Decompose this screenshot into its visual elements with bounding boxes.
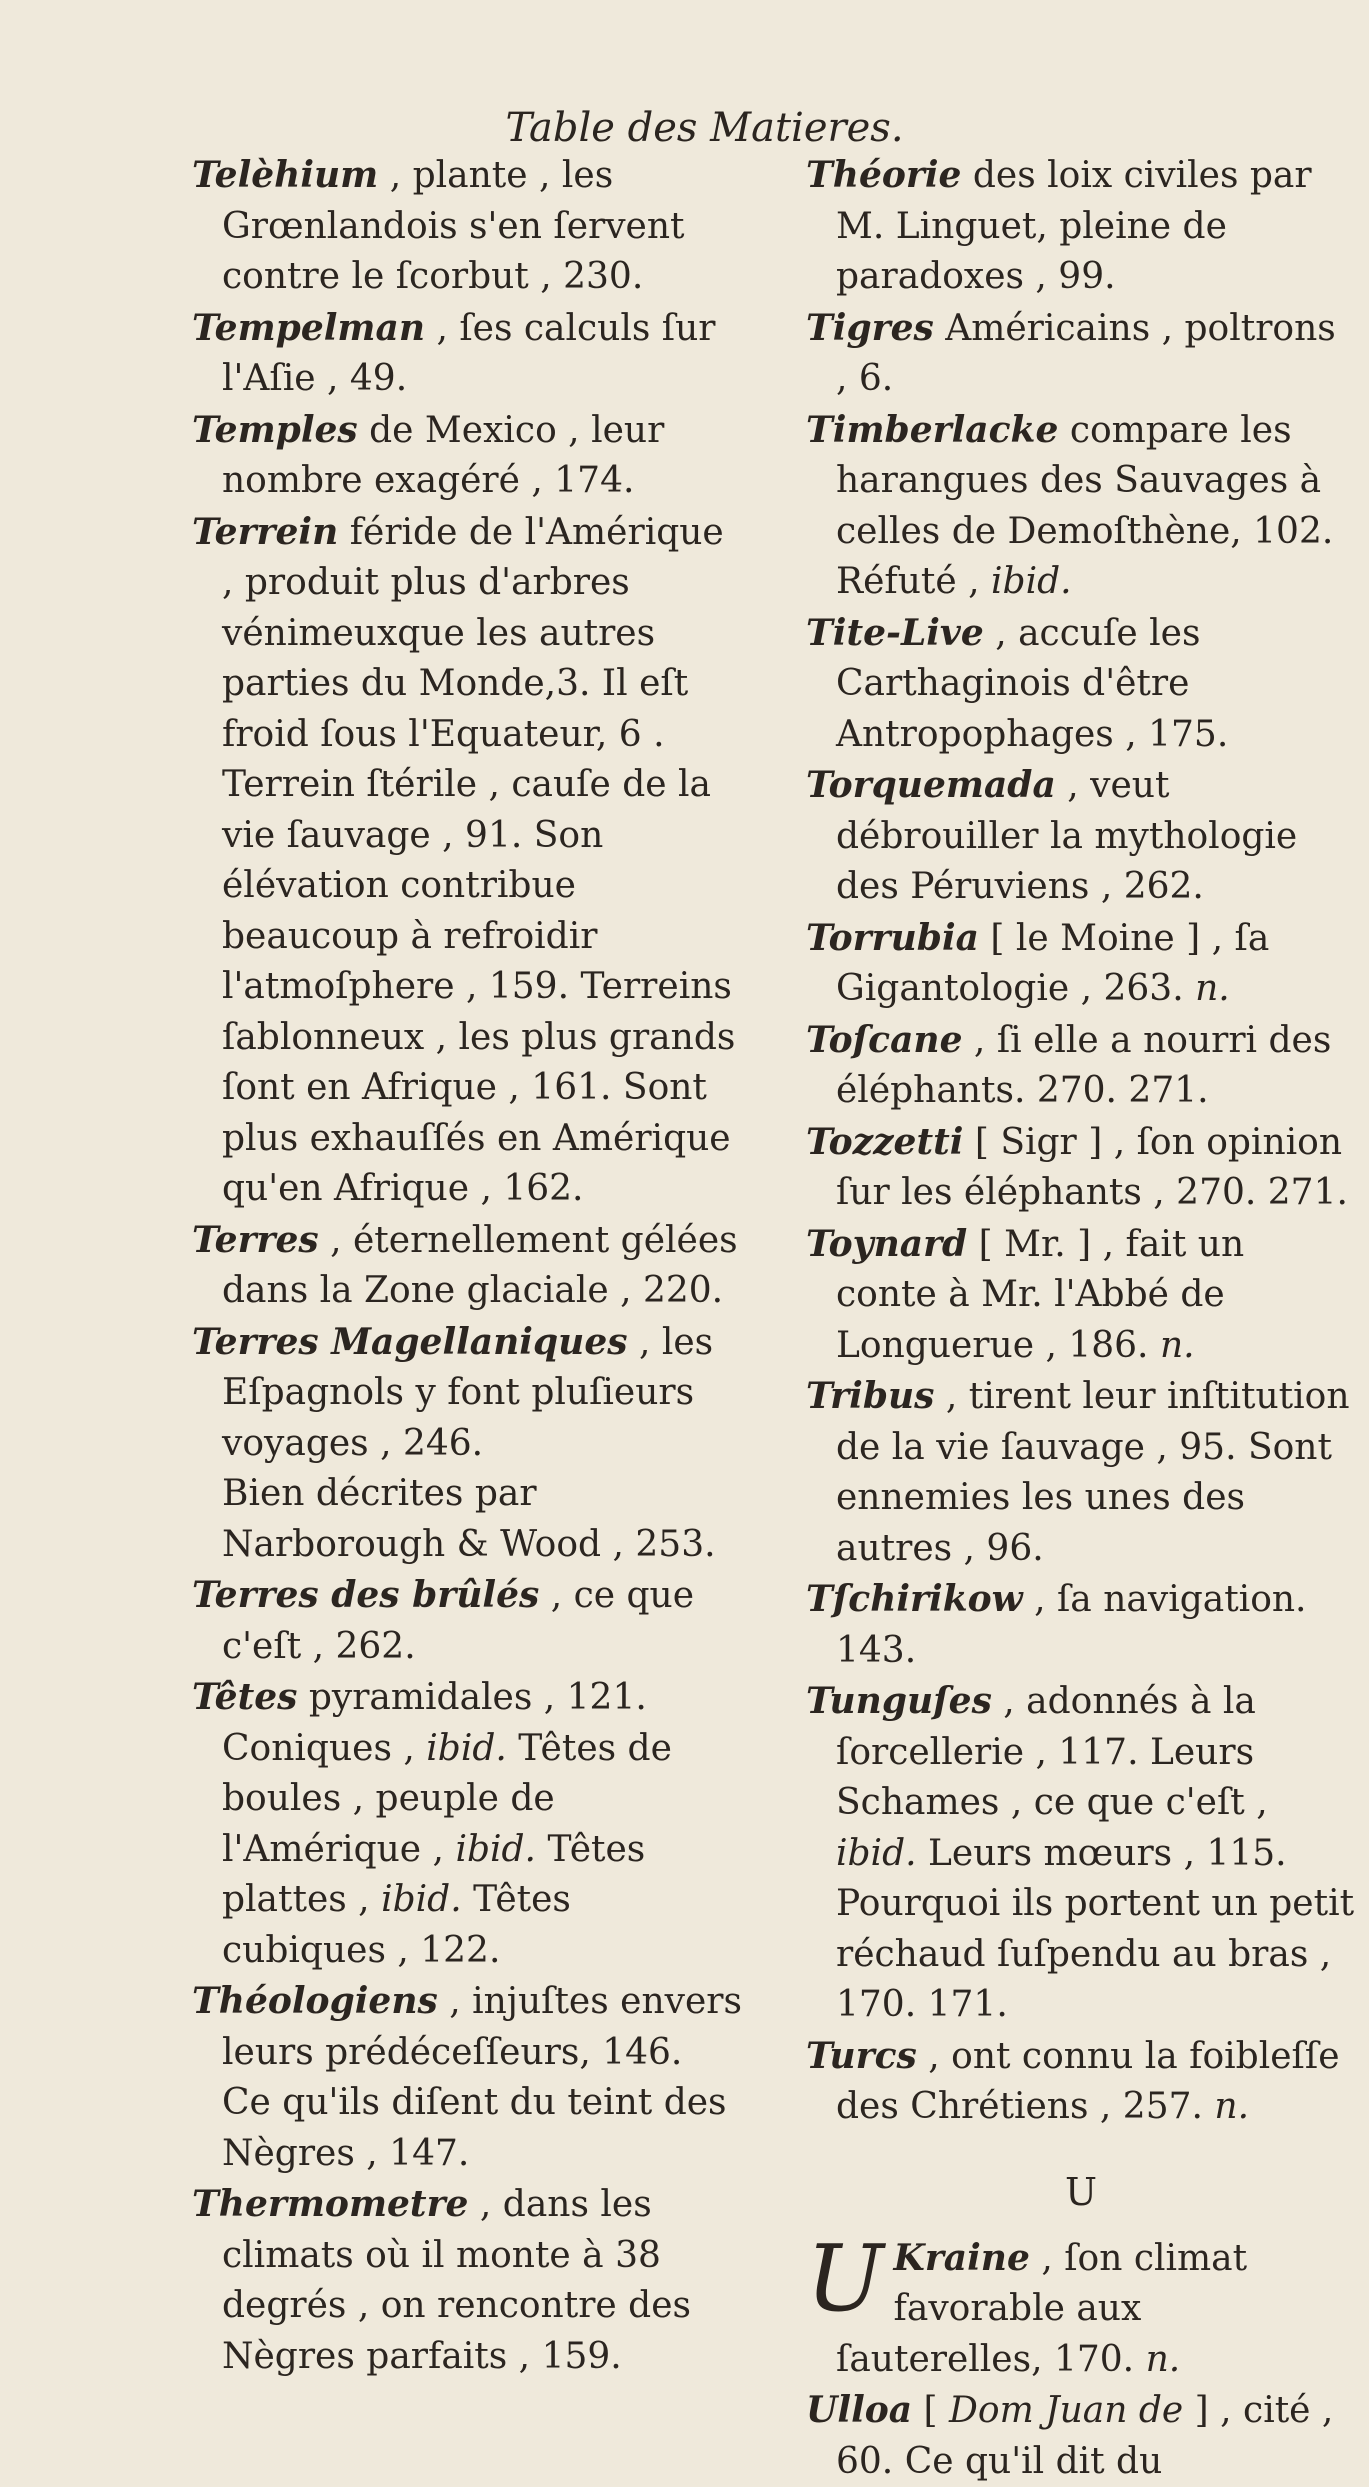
- ibid-reference: ibid.: [426, 1727, 507, 1769]
- note-marker: n.: [1145, 2338, 1181, 2380]
- entry-text: , tirent leur inſtitution de la vie ſauvage , 95. Sont ennemies les unes des autres , 96.: [836, 1376, 1350, 1569]
- index-entry: [806, 1574, 1356, 1676]
- index-entry: [806, 1676, 1356, 2031]
- entry-headword: Temples: [192, 408, 358, 451]
- entry-text: de Mexico , leur nombre exagéré , 174.: [222, 409, 665, 501]
- index-entry: [192, 507, 742, 1215]
- entry-text: , ſes calculs ſur l'Aſie , 49.: [222, 307, 716, 399]
- index-entry: [806, 2031, 1356, 2133]
- section-letter-heading: U: [1064, 2169, 1098, 2214]
- entry-headword: Turcs: [806, 2034, 917, 2077]
- index-entry: [806, 405, 1356, 608]
- index-entry: [806, 913, 1356, 1015]
- drop-cap-letter: U: [806, 2224, 884, 2332]
- entry-text: [ Mr. ] , fait un conte à Mr. l'Abbé de Longuerue , 186.: [836, 1223, 1245, 1366]
- right-column: [806, 150, 1356, 2487]
- index-entry: [806, 1219, 1356, 1372]
- entry-text: , ſi elle a nourri des éléphants. 270. 271.: [836, 1019, 1332, 1111]
- entry-text: , ſon climat favorable aux ſauterelles, 170.: [836, 2237, 1248, 2380]
- entry-text: compare les harangues des Sauvages à celles de Demoſthène, 102. Réfuté ,: [836, 409, 1334, 602]
- entry-headword: Tite-Live: [806, 611, 984, 654]
- entry-text: , ce que c'eſt , 262.: [222, 1575, 695, 1667]
- entry-headword: Toſcane: [806, 1018, 963, 1061]
- entry-headword: Tunguſes: [806, 1680, 992, 1722]
- entry-headword: Torrubia: [806, 916, 979, 959]
- index-entry: [806, 303, 1356, 405]
- entry-text: , ont connu la foibleſſe des Chrétiens , 257.: [836, 2035, 1340, 2127]
- entry-headword: Terres des brûlés: [192, 1574, 540, 1616]
- index-entry: [806, 760, 1356, 913]
- ibid-reference: ibid.: [991, 561, 1072, 602]
- index-entry: [806, 1371, 1356, 1574]
- entry-headword: Terrein: [192, 510, 339, 553]
- index-entry-continuation: Ce qu'ils diſent du teint des Nègres , 147.: [222, 2082, 727, 2174]
- entry-text: , adonnés à la ſorcellerie , 117. Leurs Schames , ce que c'eſt ,: [836, 1681, 1268, 1823]
- entry-text: Têtes cubiques , 122.: [222, 1879, 571, 1971]
- entry-text: ] , cité , 60. Ce qu'il dit du: [836, 2390, 1334, 2482]
- index-entry-continuation: Bien décrites par Narborough & Wood , 253.: [222, 1473, 716, 1565]
- running-header: Table des Matieres.: [505, 105, 904, 151]
- entry-headword: Tempelman: [192, 306, 425, 349]
- left-column: [192, 150, 742, 2382]
- entry-text: Têtes plattes ,: [222, 1828, 646, 1920]
- entry-headword: Torquemada: [806, 764, 1056, 806]
- index-entry: [192, 2179, 742, 2382]
- entry-headword: Terres: [192, 1218, 319, 1261]
- entry-text: , accuſe les Carthaginois d'être Antropophages , 175.: [836, 612, 1229, 755]
- entry-headword: Toynard: [806, 1222, 968, 1265]
- entry-text: des loix civiles par M. Linguet, pleine de paradoxes , 99.: [836, 155, 1312, 297]
- entry-text: [: [912, 2390, 950, 2431]
- entry-headword: Kraine: [893, 2236, 1030, 2279]
- index-entry: [192, 1672, 742, 1976]
- entry-text: Têtes de boules , peuple de l'Amérique ,: [222, 1727, 672, 1870]
- entry-headword: Têtes: [192, 1676, 298, 1718]
- entry-headword: Tigres: [806, 306, 934, 349]
- entry-headword: Tſchirikow: [806, 1578, 1023, 1620]
- entry-text: , ſa navigation. 143.: [836, 1579, 1307, 1671]
- entry-text: Leurs mœurs , 115. Pourquoi ils portent un petit réchaud ſuſpendu au bras , 170. 171.: [836, 1832, 1355, 2025]
- note-marker: n.: [1214, 2086, 1250, 2127]
- entry-text: , plante , les Grœnlandois s'en ſervent contre le ſcorbut , 230.: [222, 155, 685, 297]
- ibid-reference: ibid.: [381, 1879, 462, 1920]
- entry-text: , veut débrouiller la mythologie des Péruviens , 262.: [836, 765, 1298, 907]
- index-entry: [806, 2385, 1356, 2487]
- index-entry: [806, 2224, 1356, 2386]
- entry-headword: Terres Magellaniques: [192, 1320, 628, 1363]
- index-entry: [192, 1976, 742, 2078]
- entry-headword: Thermometre: [192, 2183, 469, 2225]
- entry-headword: Tozzetti: [806, 1120, 964, 1163]
- entry-headword: Théologiens: [192, 1980, 438, 2022]
- entry-headword: Tribus: [806, 1375, 935, 1417]
- entry-headword: Théorie: [806, 154, 962, 196]
- index-entry: [806, 1015, 1356, 1117]
- index-entry: [806, 150, 1356, 303]
- entry-headword: Timberlacke: [806, 408, 1059, 451]
- entry-text: , dans les climats où il monte à 38 degrés , on rencontre des Nègres parfaits , 159.: [222, 2184, 691, 2377]
- entry-text: , les Eſpagnols y font pluſieurs voyages , 246.: [222, 1321, 714, 1464]
- entry-text: , éternellement gélées dans la Zone glaciale , 220.: [222, 1219, 738, 1311]
- index-entry: [192, 1570, 742, 1672]
- entry-name: Dom Juan de: [949, 2390, 1184, 2431]
- entry-text: féride de l'Amérique , produit plus d'arbres vénimeuxque les autres parties du Monde,3. Il eſt froid ſous l'Equateur, 6 . Terrein ſtérile , cauſe de la vie ſauvage , 91. Son élévation contribue beaucoup à refroidir l'atmoſphere , 159. Terreins ſablonneux , les plus grands ſont en Afrique , 161. Sont plus exhauſſés en Amérique qu'en Afrique , 162.: [222, 511, 736, 1209]
- entry-headword: Ulloa: [806, 2389, 913, 2431]
- index-entry: [192, 303, 742, 405]
- index-entry: [806, 1117, 1356, 1219]
- note-marker: n.: [1195, 968, 1230, 1009]
- entry-text: Américains , poltrons , 6.: [836, 307, 1336, 399]
- index-entry: [806, 608, 1356, 761]
- index-entry: [192, 405, 742, 507]
- index-entry: [192, 1317, 742, 1470]
- entry-text: [ Sigr ] , ſon opinion ſur les éléphants , 270. 271.: [836, 1121, 1348, 1213]
- ibid-reference: ibid.: [836, 1832, 917, 1874]
- entry-text: , injuſtes envers leurs prédéceſſeurs, 146.: [222, 1981, 742, 2073]
- note-marker: n.: [1159, 1324, 1195, 1366]
- entry-text: pyramidales , 121. Coniques ,: [222, 1677, 647, 1769]
- index-entry: [192, 150, 742, 303]
- ibid-reference: ibid.: [455, 1828, 536, 1870]
- entry-text: [ le Moine ] , ſa Gigantologie , 263.: [836, 917, 1270, 1009]
- index-entry: [192, 1215, 742, 1317]
- entry-headword: Telèhium: [192, 154, 379, 196]
